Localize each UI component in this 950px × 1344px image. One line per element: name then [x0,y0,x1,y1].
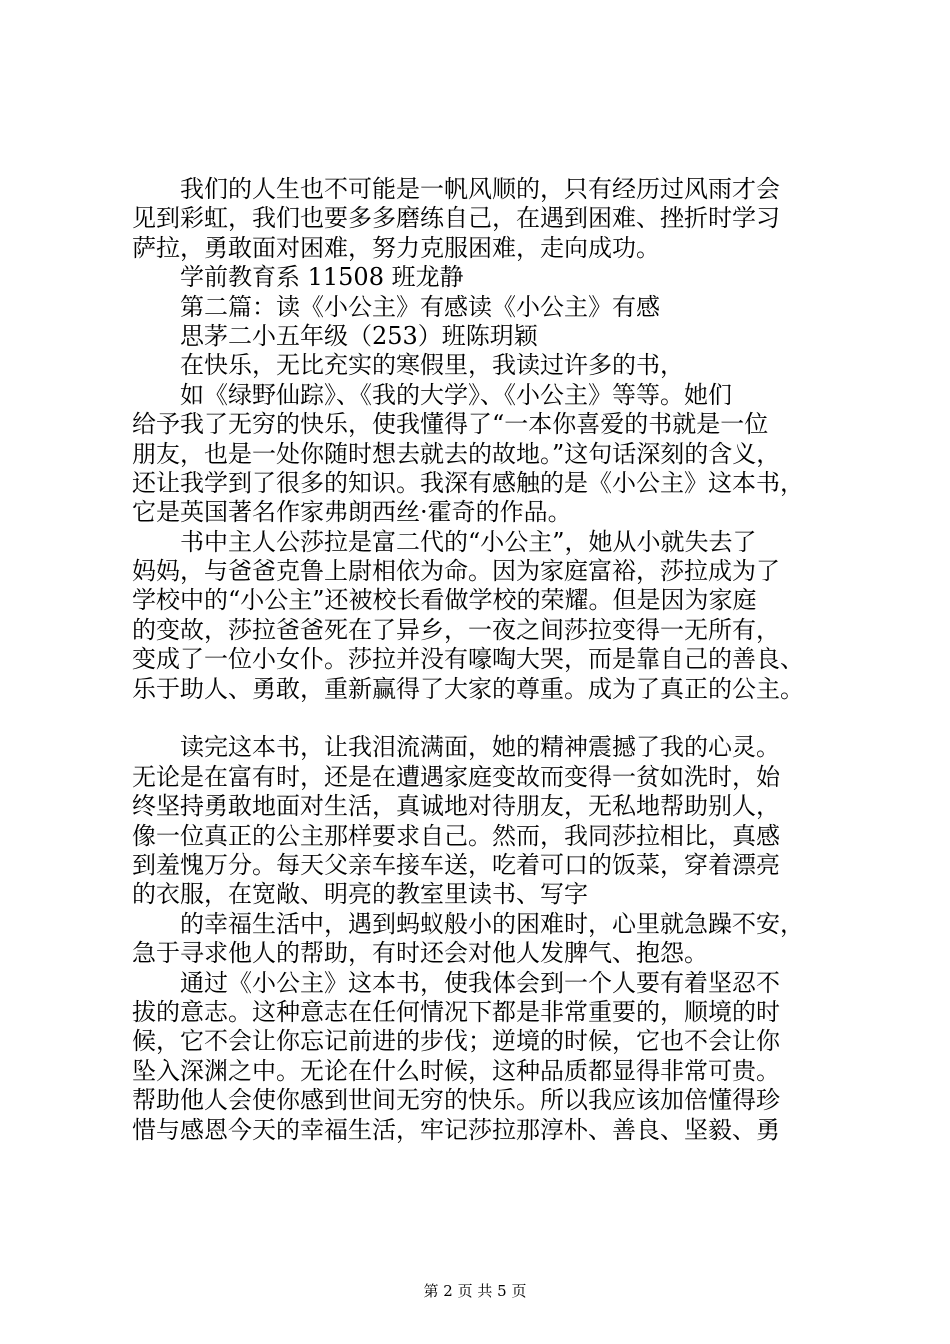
text-line: 的衣服，在宽敞、明亮的教室里读书、写字 [132,880,588,909]
text-line: 在快乐，无比充实的寒假里，我读过许多的书， [180,351,684,380]
text-line: 我们的人生也不可能是一帆风顺的，只有经历过风雨才会 [180,175,780,203]
text-line: 到羞愧万分。每天父亲车接车送，吃着可口的饭菜，穿着漂亮 [132,850,780,879]
text-line: 无论是在富有时，还是在遭遇家庭变故而变得一贫如洗时，始 [132,762,780,791]
text-line: 见到彩虹，我们也要多多磨练自己，在遇到困难、挫折时学习 [132,204,780,233]
text-line: 急于寻求他人的帮助，有时还会对他人发脾气、抱怨。 [132,939,708,968]
text-line: 它是英国著名作家弗朗西丝·霍奇的作品。 [132,498,572,527]
text-line: 第二篇：读《小公主》有感读《小公主》有感 [180,292,660,321]
text-line: 乐于助人、勇敢，重新赢得了大家的尊重。成为了真正的公主。 [132,674,804,703]
page-footer: 第 2 页 共 5 页 [423,1282,527,1300]
text-line: 像一位真正的公主那样要求自己。然而，我同莎拉相比，真感 [132,821,780,850]
text-line: 学校中的“小公主”还被校长看做学校的荣耀。但是因为家庭 [132,586,757,615]
text-line: 学前教育系 11508 班龙静 [180,263,464,292]
text-line: 给予我了无穷的快乐，使我懂得了“一本你喜爱的书就是一位 [132,410,769,439]
blank-line [132,704,832,733]
text-line: 终坚持勇敢地面对生活，真诚地对待朋友，无私地帮助别人， [132,792,780,821]
text-line: 变成了一位小女仆。莎拉并没有嚎啕大哭，而是靠自己的善良、 [132,645,804,674]
text-line: 萨拉，勇敢面对困难，努力克服困难，走向成功。 [132,233,660,262]
document-body [132,175,832,1145]
text-line: 惜与感恩今天的幸福生活，牢记莎拉那淳朴、善良、坚毅、勇 [132,1115,780,1144]
text-line: 书中主人公莎拉是富二代的“小公主”，她从小就失去了 [180,527,757,556]
text-line: 拔的意志。这种意志在任何情况下都是非常重要的，顺境的时 [132,997,780,1026]
text-line: 如《绿野仙踪》、《我的大学》、《小公主》等等。她们 [180,380,732,409]
text-line: 读完这本书，让我泪流满面，她的精神震撼了我的心灵。 [180,733,780,762]
text-line: 的幸福生活中，遇到蚂蚁般小的困难时，心里就急躁不安， [180,909,804,938]
text-line: 候，它不会让你忘记前进的步伐；逆境的时候，它也不会让你 [132,1027,780,1056]
text-line: 帮助他人会使你感到世间无穷的快乐。所以我应该加倍懂得珍 [132,1086,780,1115]
text-line: 的变故，莎拉爸爸死在了异乡，一夜之间莎拉变得一无所有， [132,615,780,644]
text-line: 思茅二小五年级（253）班陈玥颖 [180,321,538,350]
text-line: 朋友，也是一处你随时想去就去的故地。”这句话深刻的含义， [132,439,781,468]
text-line: 妈妈，与爸爸克鲁上尉相依为命。因为家庭富裕，莎拉成为了 [132,557,780,586]
text-line: 还让我学到了很多的知识。我深有感触的是《小公主》这本书， [132,468,804,497]
text-line: 通过《小公主》这本书，使我体会到一个人要有着坚忍不 [180,968,780,997]
text-line: 坠入深渊之中。无论在什么时候，这种品质都显得非常可贵。 [132,1056,780,1085]
